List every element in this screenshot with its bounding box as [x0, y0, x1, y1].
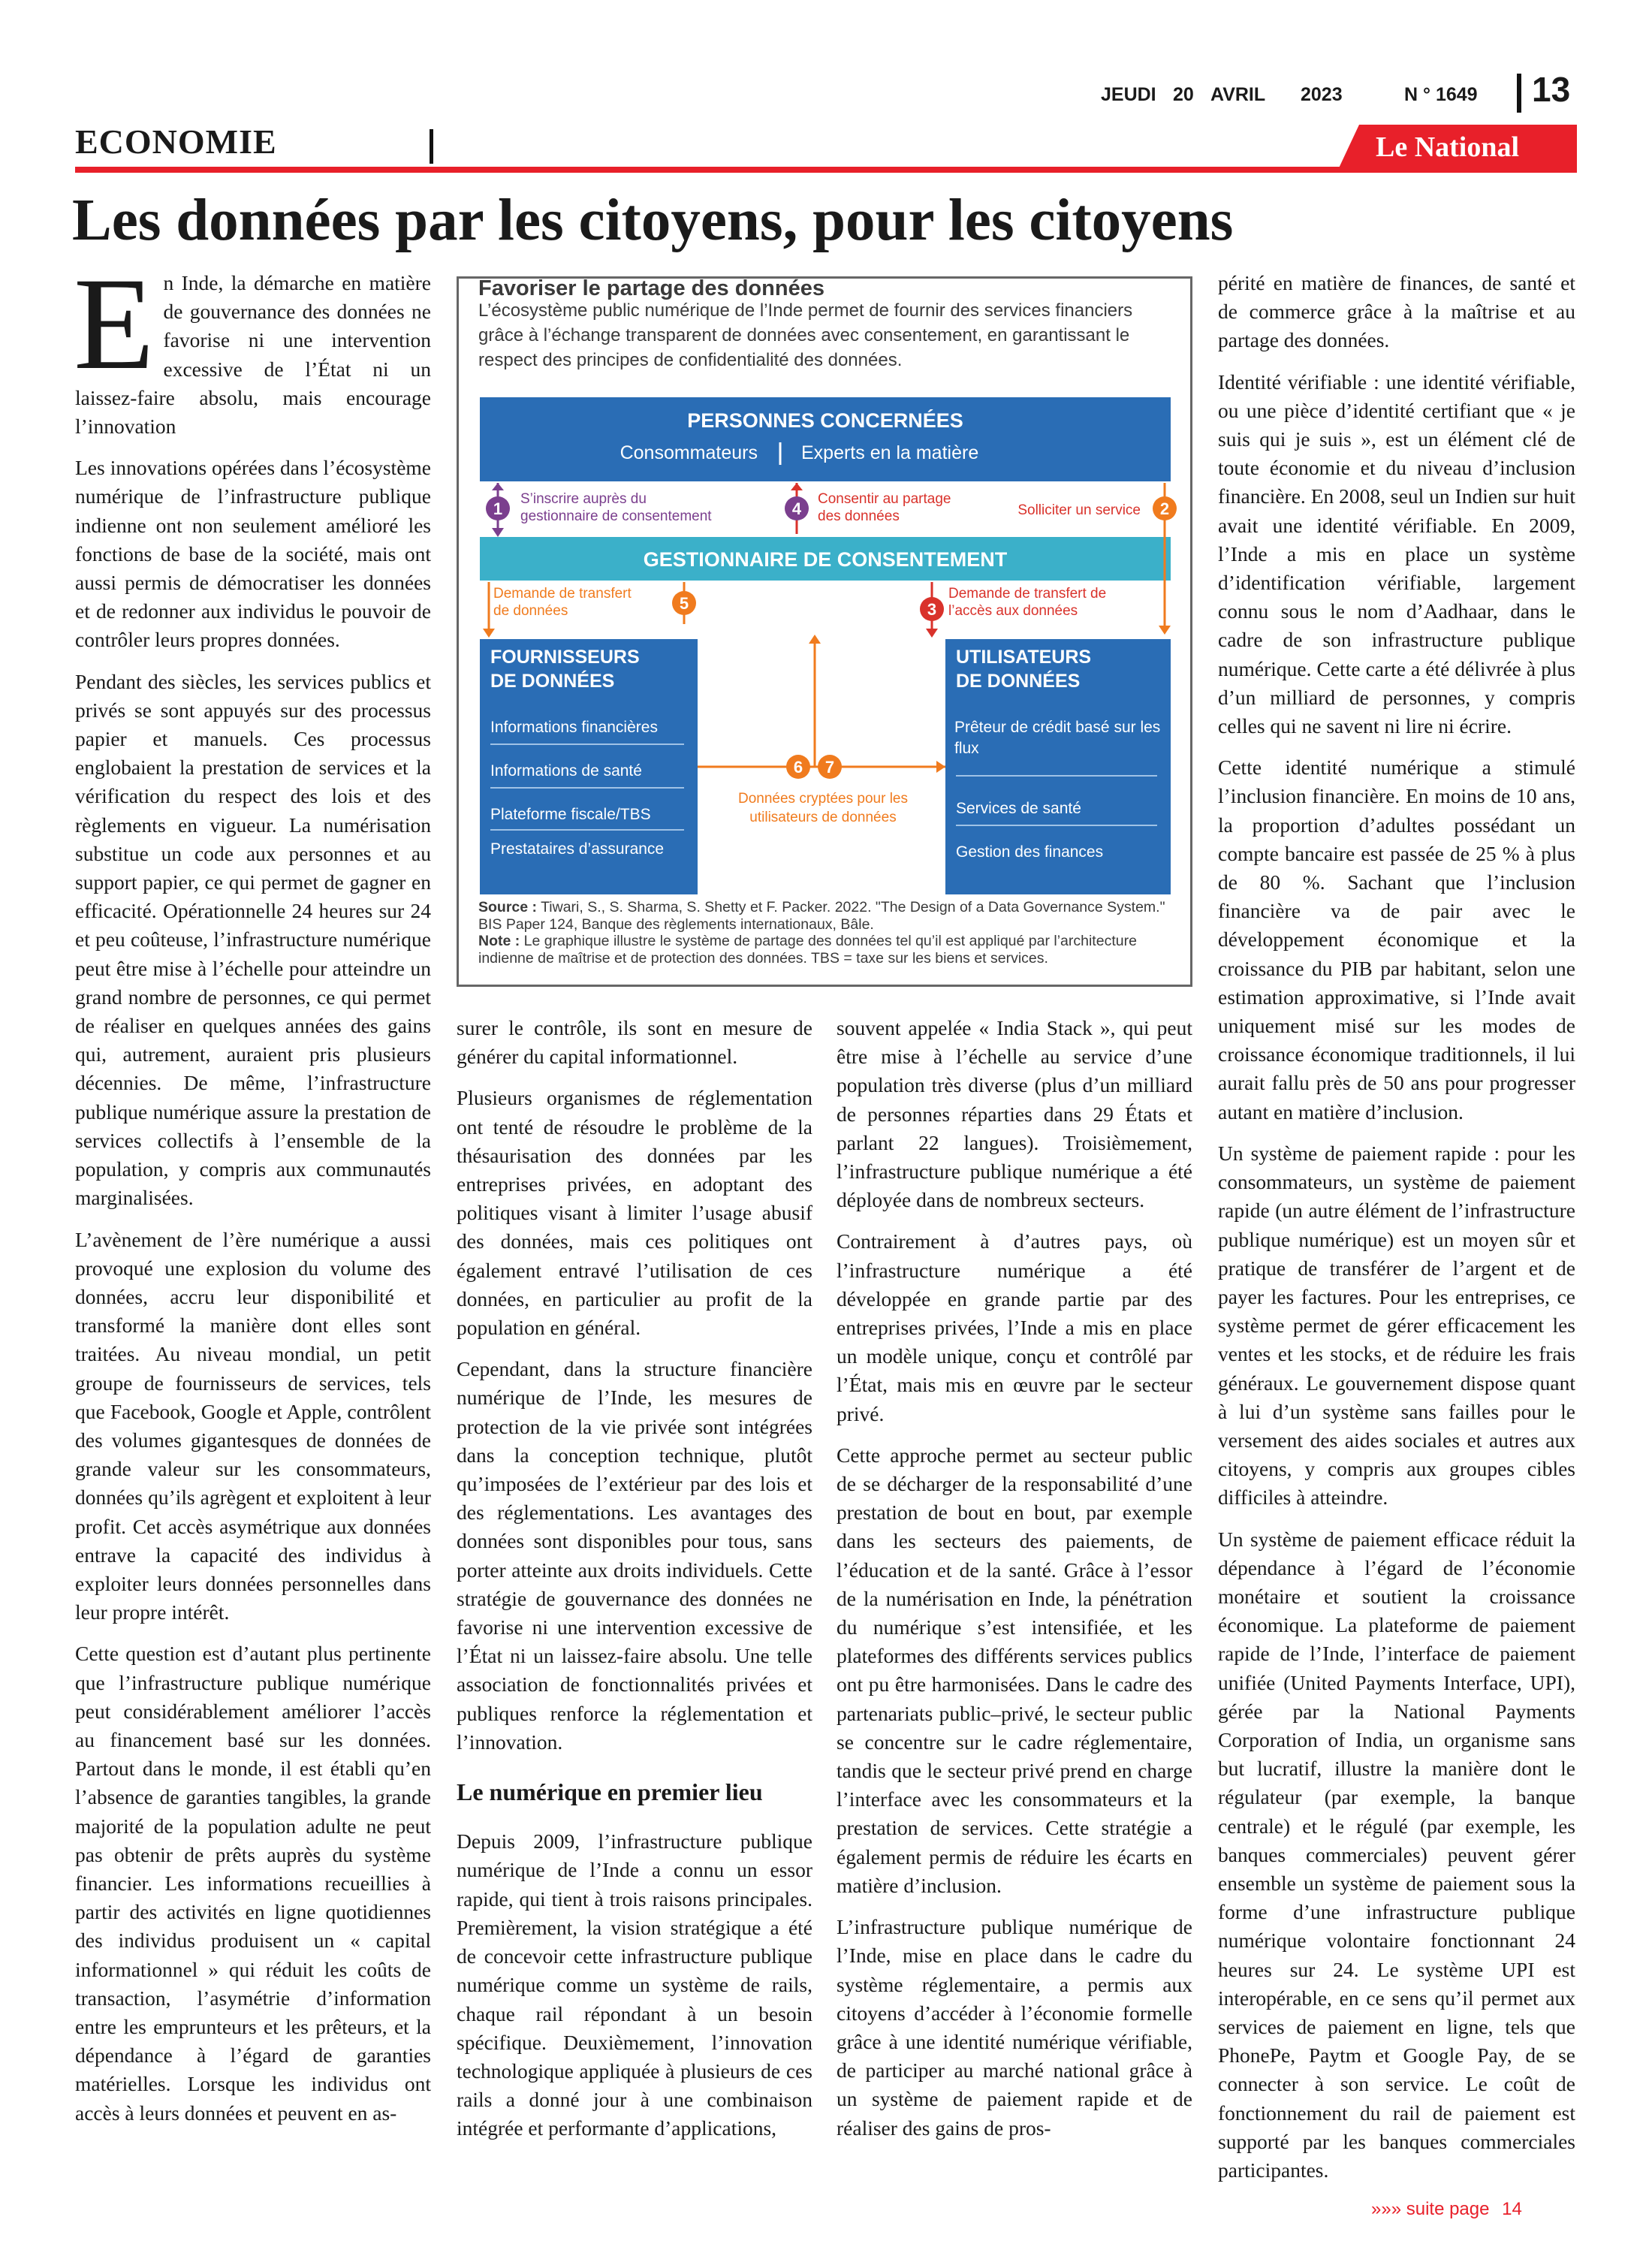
step-1-label: S’inscrire auprès du gestionnaire de consentement — [520, 491, 712, 524]
step-2-number: 2 — [1159, 499, 1170, 518]
col2-paragraph-4: Depuis 2009, l’infrastructure publique numérique de l’Inde a connu un essor rapide, qui tient à trois raisons principales. Premièrement, la vision stratégique a été de concevoir cette infrastructure publique numérique comme un système de rails, chaque rail répondant à un besoin spécifique. Deuxièmement, l’innovation technologique appliquée à plusieurs de ces rails a donné jour à une combinaison intégrée et performante d’applications, — [457, 1829, 812, 2140]
step-3-number: 3 — [927, 600, 937, 619]
masthead-year: 2023 — [1301, 84, 1343, 105]
continuation-page: 14 — [1502, 2199, 1522, 2219]
data-providers-title-1: FOURNISSEURS — [490, 647, 640, 668]
col3-paragraph-1: souvent appelée « India Stack », qui peut être mise à l’échelle au service d’une population très diverse (plus d’un milliard de personnes réparties dans 29 États et parlant 22 langues). Troisièmement, l’infrastructure publique numérique a été déployée dans de nombreux secteurs. — [837, 1016, 1192, 1212]
step-6-number: 6 — [793, 758, 803, 777]
step-7-number: 7 — [824, 758, 835, 777]
data-subjects-title: PERSONNES CONCERNÉES — [687, 409, 963, 432]
figure-box — [457, 276, 1192, 987]
step-1-number: 1 — [493, 499, 503, 518]
figure-note: Le graphique illustre le système de partage des données tel qu’il est appliqué par l’architecture indienne de maîtrise et de protection des données. TBS = taxe sur les biens et services. — [478, 933, 1137, 967]
masthead-date: 20 — [1173, 84, 1194, 105]
step-3-label: Demande de transfert de l’accès aux données — [948, 586, 1107, 619]
col3-paragraph-2: Contrairement à d’autres pays, où l’infrastructure numérique a été développée en grande partie par des entreprises privées, l’Inde a mis en place un modèle unique, conçu et contrôlé par l’État, mais mis en œuvre par le secteur privé. — [837, 1229, 1192, 1425]
subheading: Le numérique en premier lieu — [457, 1778, 763, 1806]
col2-paragraph-1: surer le contrôle, ils sont en mesure de générer du capital informationnel. — [457, 1016, 812, 1069]
encrypted-data-label: Données cryptées pour les utilisateurs de données — [737, 791, 908, 825]
col3-paragraph-4: L’infrastructure publique numérique de l’Inde, mise en place dans le cadre du système réglementaire, a permis aux citoyens d’accéder à l’économie formelle grâce à une identité numérique vérifiable, de participer au marché national grâce à un système de paiement rapide et de réaliser des gains de pros- — [837, 1915, 1192, 2140]
figure-source-label: Source : — [478, 899, 538, 915]
col4-paragraph-4: Un système de paiement rapide : pour les consommateurs, un système de paiement rapide (un autre élément de l’infrastructure publique numérique) est un moyen sûr et pratique de transférer de l’argent et de payer les factures. Pour les entreprises, ce système permet de gérer efficacement les ventes et les stocks, et de réduire les frais généraux. Le gouvernement dispose quant à lui d’un système sans failles pour le versement des aides sociales et autres aux citoyens, y compris aux groupes cibles difficiles à atteindre. — [1218, 1141, 1575, 1510]
col4-paragraph-3: Cette identité numérique a stimulé l’inclusion financière. En moins de 10 ans, la proportion d’adultes possédant un compte bancaire est passée de 25 % à plus de 80 %. Sachant que l’inclusion financière va de pair avec le développement économique et la croissance du PIB par habitant, selon une estimation approximative, si l’Inde avait uniquement misé sur les modes de croissance économique traditionnels, il lui aurait fallu près de 50 ans pour progresser autant en matière d’inclusion. — [1218, 756, 1575, 1123]
figure-title: Favoriser le partage des données — [478, 279, 824, 300]
data-user-item: Prêteur de crédit basé sur les flux — [954, 719, 1161, 757]
col3-paragraph-3: Cette approche permet au secteur public de se décharger de la responsabilité d’une prestation de bout en bout, par exemple dans les secteurs des paiements, de l’éducation et de la santé. Grâce à l’essor de la numérisation en Inde, la pénétration du numérique s’est intensifiée, et les plateformes des différents services publics ont pu être harmonisées. Dans le cadre des partenariats public–privé, le secteur public se concentre sur le cadre réglementaire, tandis que le secteur privé prend en charge l’interface avec les consommateurs et la prestation de services. Cette stratégie a également permis de réduire les écarts en matière d’inclusion. — [837, 1443, 1192, 1897]
col1-paragraph-2: Les innovations opérées dans l’écosystème numérique de l’infrastructure publique indienne ont non seulement amélioré les fonctions de base de la société, mais ont aussi permis de démocratiser les données et de redonner aux individus le pouvoir de contrôler leurs propres données. — [75, 456, 431, 652]
figure-note-label: Note : — [478, 933, 520, 949]
headline: Les données par les citoyens, pour les citoyens — [72, 188, 1234, 253]
figure-source: Tiwari, S., S. Sharma, S. Shetty et F. Packer. 2022. "The Design of a Data Governance System." BIS Paper 124, Banque des règlements internationaux, Bâle. — [478, 899, 1165, 933]
step-4-label: Consentir au partage des données — [818, 491, 951, 524]
data-provider-item: Informations de santé — [490, 762, 642, 780]
data-user-item: Services de santé — [956, 800, 1081, 817]
step-5-label: Demande de transfert de données — [493, 586, 632, 619]
section-separator — [430, 129, 433, 164]
continuation-label: suite page — [1406, 2199, 1490, 2219]
column-1 — [74, 251, 431, 2140]
data-users-title-1: UTILISATEURS — [956, 647, 1092, 668]
masthead-month: AVRIL — [1210, 84, 1266, 105]
consent-manager-title: GESTIONNAIRE DE CONSENTEMENT — [643, 548, 1008, 571]
masthead-separator — [1517, 74, 1521, 113]
data-provider-item: Prestataires d’assurance — [490, 840, 665, 858]
data-users-title-2: DE DONNÉES — [956, 671, 1081, 692]
col2-paragraph-3: Cependant, dans la structure financière numérique de l’Inde, les mesures de protection de la vie privée sont intégrées dans la conception technique, plutôt qu’imposées de l’extérieur par des lois et des réglementations. Les avantages des données sont disponibles pour tous, sans porter atteinte aux droits individuels. Cette stratégie de gouvernance des données ne favorise ni une intervention excessive de l’État ni un laissez-faire absolu. Une telle association de fonctionnalités privées et publiques renforce la réglementation et l’innovation. — [457, 1357, 812, 1754]
col4-paragraph-5: Un système de paiement efficace réduit la dépendance à l’égard de l’économie monétaire et soutient la croissance économique. La plateforme de paiement rapide de l’Inde, l’interface de paiement unifiée (United Payments Interface, UPI), gérée par la National Payments Corporation of India, un organisme sans but lucratif, illustre la manière dont le régulateur (par exemple, la banque centrale) et le régulé (par exemple, les banques commerciales) peuvent gérer ensemble un système de paiement sous la forme d’une infrastructure publique numérique volontaire fonctionnant 24 heures sur 24. Le système UPI est interopérable, en ce sens qu’il permet aux services de paiement en ligne, tels que PhonePe, Paytm et Google Pay, de se connecter à son service. Le coût de fonctionnement du rail de paiement est supporté par les banques commerciales participantes. — [1218, 1527, 1575, 2182]
col2-paragraph-2: Plusieurs organismes de réglementation ont tenté de résoudre le problème de la thésaurisation des données par les entreprises privées, en adoptant des politiques visant à limiter l’usage abusif des données, mais ces politiques ont également entravé l’utilisation de ces données, en particulier au profit de la population en général. — [457, 1086, 812, 1340]
continuation-link[interactable] — [1371, 2199, 1522, 2220]
col1-paragraph-1: n Inde, la démarche en matière de gouvernance des données ne favorise ni une intervention excessive de l’État ni un laissez-faire absolu, mais encourage l’innovation — [75, 271, 431, 439]
col1-paragraph-4: L’avènement de l’ère numérique a aussi provoqué une explosion du volume des données, accru leur disponibilité et transformé la manière dont elles sont traitées. Au niveau mondial, un petit groupe de fournisseurs de services, tels que Facebook, Google et Apple, contrôlent des volumes gigantesques de données de grande valeur sur les consommateurs, données qu’ils agrègent et exploitent à leur profit. Cet accès asymétrique aux données entrave la capacité des individus à exploiter leurs données personnelles dans leur propre intérêt. — [75, 1227, 431, 1624]
data-subjects-experts: Experts en la matière — [801, 442, 979, 463]
drop-cap: E — [74, 251, 155, 397]
figure-diagram — [459, 279, 1190, 985]
data-provider-item: Plateforme fiscale/TBS — [490, 806, 651, 823]
col1-paragraph-3: Pendant des siècles, les services publics et privés se sont appuyés sur des processus papier et manuels. Ces processus englobaient la prestation de services et la vérification du respect des lois et des règlements en vigueur. La numérisation substitue un code aux personnes et au support papier, ce qui permet de gagner en efficacité. Opérationnelle 24 heures sur 24 et peu coûteuse, l’infrastructure numérique peut être mise à l’échelle pour atteindre un grand nombre de personnes, ce qui permet de réaliser en quelques années des gains qui, autrement, auraient pris plusieurs décennies. De même, l’infrastructure publique numérique assure la prestation de services collectifs à l’ensemble de la population, y compris aux communautés marginalisées. — [75, 669, 431, 1210]
col4-paragraph-1: périté en matière de finances, de santé et de commerce grâce à la maîtrise et au partage des données. — [1218, 271, 1575, 352]
data-user-item: Gestion des finances — [956, 843, 1104, 861]
column-4 — [1218, 269, 1575, 2197]
section-title: ECONOMIE — [75, 122, 277, 161]
brand-name: Le National — [1376, 131, 1520, 163]
continuation-arrows: »»» — [1371, 2199, 1402, 2219]
column-2 — [457, 1014, 812, 2156]
col1-paragraph-5: Cette question est d’autant plus pertinente que l’infrastructure publique numérique peut considérablement améliorer l’accès au financement basé sur les données. Partout dans le monde, il est établi qu’en l’absence de garanties tangibles, la grande majorité de la population adulte ne peut pas obtenir de prêts auprès du système financier. Les informations recueillies à partir des activités en ligne quotidiennes des individus produisent un « capital informationnel » qui réduit les coûts de transaction, l’asymétrie d’information entre les emprunteurs et les prêteurs, et la dépendance à l’égard de garanties matérielles. Lorsque les individus ont accès à leurs données et peuvent en as- — [75, 1642, 431, 2125]
step-2-label: Solliciter un service — [1017, 502, 1141, 518]
page-number: 13 — [1532, 70, 1571, 109]
masthead-issue: N ° 1649 — [1404, 84, 1478, 105]
col4-paragraph-2: Identité vérifiable : une identité vérifiable, ou une pièce d’identité certifiant que « je suis qui je suis », est un élément clé de toute économie et du niveau d’inclusion financière. En 2008, seul un Indien sur huit avait une identité vérifiable. En 2009, l’Inde a mis en place un système d’identification vérifiable, largement connu sous le nom d’Aadhaar, dans le cadre de son infrastructure publique numérique. Cette carte a été délivrée à plus d’un milliard de personnes, y compris celles qui ne savent ni lire ni écrire. — [1218, 369, 1575, 738]
step-4-number: 4 — [791, 499, 802, 518]
figure-intro: L’écosystème public numérique de l’Inde permet de fournir des services financiers grâce à l’échange transparent de données avec consentement, en garantissant le respect des principes de confidentialité des données. — [478, 300, 1133, 370]
masthead-day: JEUDI — [1101, 84, 1156, 105]
data-provider-item: Informations financières — [490, 719, 658, 736]
column-3 — [837, 1014, 1192, 2155]
data-subjects-consumers: Consommateurs — [620, 442, 758, 463]
data-providers-title-2: DE DONNÉES — [490, 671, 615, 692]
step-5-number: 5 — [679, 594, 689, 613]
